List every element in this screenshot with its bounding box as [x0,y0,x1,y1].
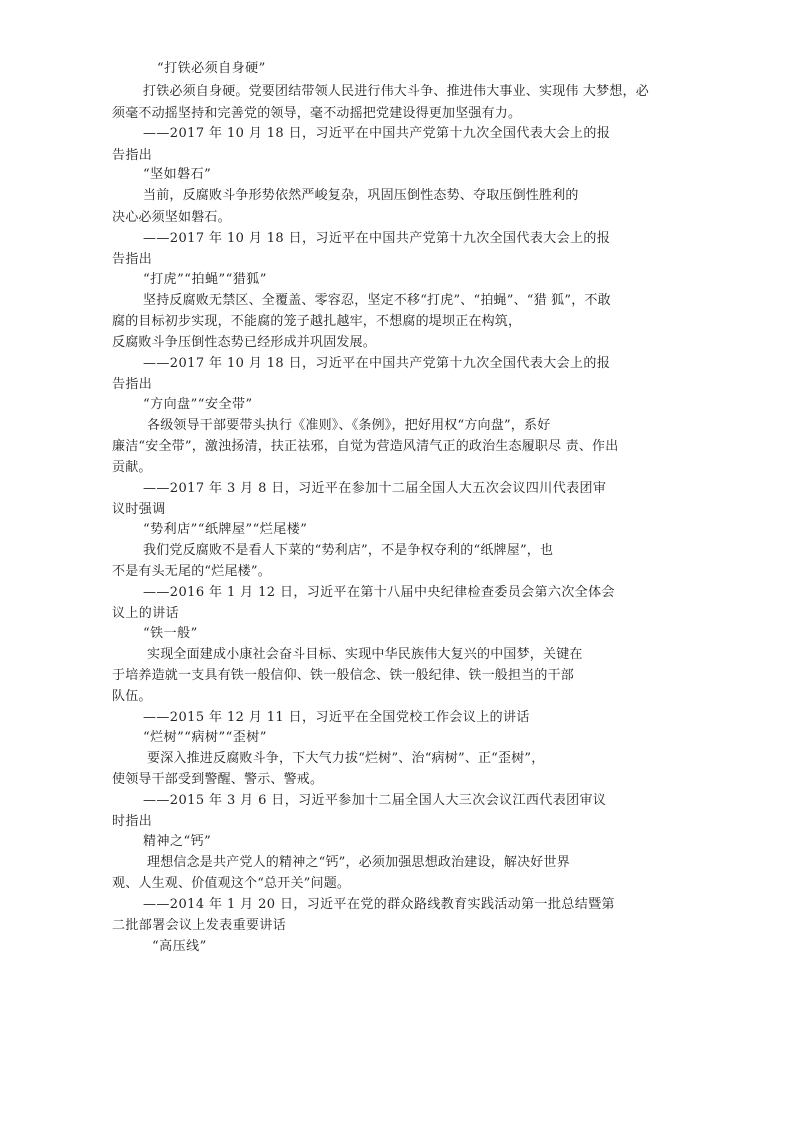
body-line: 不是有头无尾的“烂尾楼”。 [112,564,271,579]
citation-line: ——2015 年 3 月 6 日，习近平参加十二届全国人大三次会议江西代表团审议 [143,793,607,808]
citation-line: 议时强调 [112,502,166,517]
body-line: 于培养造就一支具有铁一般信仰、铁一般信念、铁一般纪律、铁一般担当的干部 [112,668,575,683]
citation-line: 告指出 [112,148,153,163]
citation-line: ——2014 年 1 月 20 日，习近平在党的群众路线教育实践活动第一批总结暨第 [143,897,615,912]
citation-line: ——2015 年 12 月 11 日，习近平在全国党校工作会议上的讲话 [143,710,530,725]
body-line: 要深入推进反腐败斗争，下大气力拔“烂树”、治“病树”、正“歪树”， [147,751,545,766]
citation-line: 告指出 [112,377,153,392]
body-line: 打铁必须自身硬。党要团结带领人民进行伟大斗争、推进伟大事业、实现伟 大梦想，必 [143,84,649,99]
section-title: “打铁必须自身硬” [157,61,266,76]
body-line: 须毫不动摇坚持和完善党的领导，毫不动摇把党建设得更加坚强有力。 [112,106,522,121]
section-title: “高压线” [152,939,207,954]
body-line: 坚持反腐败无禁区、全覆盖、零容忍，坚定不移“打虎”、“拍蝇”、“猎 狐”，不敢 [143,293,611,308]
citation-line: ——2017 年 3 月 8 日，习近平在参加十二届全国人大五次会议四川代表团审 [143,481,607,496]
body-line: 廉洁“安全带”，激浊扬清，扶正祛邪，自觉为营造风清气正的政治生态履职尽 责、作出 [112,439,619,454]
section-title: “坚如磐石” [143,167,212,182]
body-line: 观、人生观、价值观这个“总开关”问题。 [112,876,351,891]
body-line: 实现全面建成小康社会奋斗目标、实现中华民族伟大复兴的中国梦，关键在 [147,647,583,662]
section-title: 精神之“钙” [143,834,212,849]
body-line: 贡献。 [112,460,152,475]
citation-line: ——2017 年 10 月 18 日，习近平在中国共产党第十九次全国代表大会上的报 [143,356,611,371]
citation-line: 时指出 [112,814,153,829]
body-line: 各级领导干部要带头执行《准则》、《条例》，把好用权“方向盘”，系好 [147,418,551,433]
body-line: 决心必须坚如磐石。 [112,210,231,225]
body-line: 使领导干部受到警醒、警示、警戒。 [112,772,324,787]
section-title: “方向盘”“安全带” [143,397,253,412]
citation-line: ——2017 年 10 月 18 日，习近平在中国共产党第十九次全国代表大会上的报 [143,126,611,141]
section-title: “势利店”“纸牌屋”“烂尾楼” [143,522,308,537]
citation-line: 二批部署会议上发表重要讲话 [112,918,287,933]
body-line: 理想信念是共产党人的精神之“钙”，必须加强思想政治建设，解决好世界 [147,855,570,870]
citation-line: ——2017 年 10 月 18 日，习近平在中国共产党第十九次全国代表大会上的报 [143,231,611,246]
section-title: “打虎”“拍蝇”“猎狐” [143,272,267,287]
section-title: “烂树”“病树”“歪树” [143,730,267,745]
section-title: “铁一般” [143,626,198,641]
citation-line: 告指出 [112,252,153,267]
citation-line: ——2016 年 1 月 12 日，习近平在第十八届中央纪律检查委员会第六次全体会 [143,585,615,600]
body-line: 反腐败斗争压倒性态势已经形成并巩固发展。 [112,335,377,350]
body-line: 腐的目标初步实现，不能腐的笼子越扎越牢，不想腐的堤坝正在构筑， [112,314,522,329]
citation-line: 议上的讲话 [112,606,180,621]
body-line: 队伍。 [112,689,152,704]
body-line: 我们党反腐败不是看人下菜的“势利店”，不是争权夺利的“纸牌屋”，也 [143,543,554,558]
body-line: 当前，反腐败斗争形势依然严峻复杂，巩固压倒性态势、夺取压倒性胜利的 [143,188,579,203]
